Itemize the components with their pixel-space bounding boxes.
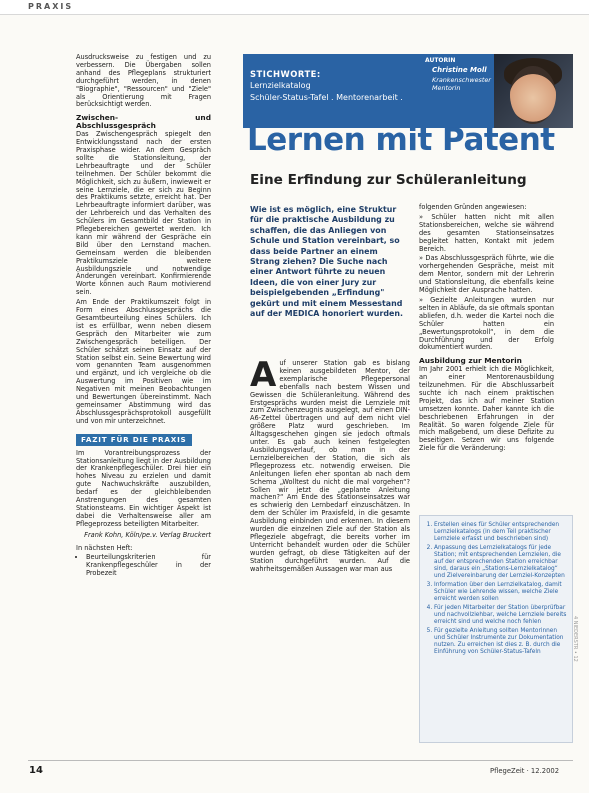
fazit-heading: FAZIT FÜR DIE PRAXIS xyxy=(76,434,192,446)
goals-list-box xyxy=(419,515,573,743)
headline: Lernen mit Patent xyxy=(247,122,555,158)
goals-list-item-3: 3. Information über den Lernzielkatalog, damit Schüler wie Lehrende wissen, welche Ziele erreicht werden sollen xyxy=(434,582,568,603)
column1-intro: Ausdrucksweise zu festigen und zu verbessern. Die Übergaben sollen anhand des Pflegeplans strukturiert durchgeführt werden, in denen "Biographie", "Ressourcen" und "Ziele" als Orientierung mit Fragen berücksichtigt werden. xyxy=(76,53,211,109)
author-role: Krankenschwester Mentorin xyxy=(432,76,491,92)
lead-text: Wie ist es möglich, eine Struktur für die praktische Ausbildung zu schaffen, die das Anliegen von Schule und Station vereinbart, so dass beide Partner an einem Strang ziehen? Die Suche nach einer Antwort führte zu neuen Ideen, die von einer Jury zur beispielgebenden „Erfindung" gekürt und mit einem Messestand auf der MEDICA honoriert wurden. xyxy=(250,205,403,319)
top-bar xyxy=(0,0,589,15)
next-issue-label: In nächsten Heft: xyxy=(76,543,133,552)
column2-text: uf unserer Station gab es bislang keinen ausgebildeten Mentor, der exemplarische Pflegepersonal ebenfalls nach bestem Wissen und Gewissen die Schüleranleitung. Während des Erstgesprächs wurden meist die Lernziele mit zum Zwischenzeugnis ausgelegt, auf einen DIN-A6-Zettel übertragen und auf dem nicht viel größere Platz wurd geschrieben. Im Alltagsgeschehen gingen sie jedoch oftmals unter. Es gab auch keinen festgelegten Ausbildungsverlauf, ob man in der Lernzielbereichen der Station, die sich als Pflegeprozess etc. notwendig erweisen. Die Anleitungen liefen eher spontan ab nach dem Schema „Wolltest du nicht die mal vorgehen“? Sollen wir jetzt die „geplante Anleitung machen?“ Am Ende des Stationseinsatzes war es schwierig den Lernbedarf einzuschätzen. In dem der Schüler im Praxisfeld, in die gesamte Ausbildung einbinden und erkennen. In diesem wurden die einzelnen Ziele auf der Station als Pflegeziele abgefragt, die bereits vorher im Unterricht behandelt wurden oder die Schüler wurden gefragt, ob diese Tätigkeiten auf der Station durchgeführt wurden. Auf die wahrheitsgemäßen Aussagen war man aus xyxy=(250,359,410,573)
goals-list-item-2: 2. Anpassung des Lernzielkatalogs für jede Station; mit entsprechenden Lernzielen, die auf der entsprechenden Station erreichbar sind, daraus ein „Stations-Lernzielkatalog“ und Zielvereinbarung der Lernziel-Konzepten xyxy=(434,545,568,580)
next-issue-list xyxy=(76,554,211,578)
column3-para: Im Jahr 2001 erhielt ich die Möglichkeit, an einer Mentorenausbildung teilzunehmen. Für die Abschlussarbeit suchte ich nach einem praktischen Projekt, das ich auf meiner Station umsetzen konnte. Daher kannte ich die beschriebenen Erfahrungen in der Realität. So waren folgende Ziele für mich maßgebend, um diese Defizite zu beseitigen. Setzen wir uns folgende Ziele für die Veränderung: xyxy=(419,365,554,453)
column3-intro: folgenden Gründen angewiesen: xyxy=(419,203,527,211)
stichworte-title: STICHWORTE: xyxy=(250,69,321,79)
column3-bullet-1: » Schüler hatten nicht mit allen Stationsbereichen, welche sie während des gesamten Stationseinsatzes begleitet hatten, Kontakt mit jedem Bereich. xyxy=(419,212,554,253)
portrait-face xyxy=(510,66,556,124)
author-name: Christine Moll xyxy=(432,66,487,74)
footer-divider xyxy=(28,760,573,761)
column3-bullet-1-text: Schüler hatten nicht mit allen Stationsbereichen, welche sie während des gesamten Stationseinsatzes begleitet hatten, Kontakt mit jedem Bereich. xyxy=(419,212,554,253)
journal-footer: PflegeZeit · 12.2002 xyxy=(490,767,560,775)
column3-bullet-2-text: Das Abschlussgespräch führte, wie die vorhergehenden Gespräche, meist mit dem Mentor, sondern mit der Lehrerin und Stationsleitung, die ebenfalls keine Möglichkeit der Ausprache hatten. xyxy=(419,254,554,295)
signature: Frank Kohn, Köln/pe.v. Verlag Bruckert xyxy=(84,530,211,539)
column1-heading: Zwischen- und Abschlussgespräch xyxy=(76,113,211,131)
drop-cap: A xyxy=(250,355,277,395)
column-2-body xyxy=(250,355,410,573)
column1-para1: Das Zwischengespräch spiegelt den Entwicklungsstand nach der ersten Praxisphase wider. An dem Gespräch sollte die Stationsleitung, der Lehrbeauftragte und der Schüler teilnehmen. Der Schüler bekommt die Möglichkeit, sich zu äußern, inwieweit er seine Lernziele, die er sich zu Beginn des Praktikums setzte, erreicht hat. Der Lehrbeauftragte informiert darüber, was der Lehrbereich und das Verhalten des Schülers im Gesamtbild der Station in Pflegebereichen gewertet werden. Ich kann mir während der Gespräche ein Bild über den Lernstand machen. Gemeinsam werden die bleibenden Praktikumsziele weitere Ausbildungsziele und notwendige Änderungen vereinbart. Konfirmierende Worte können auch Raum motivierend sein. xyxy=(76,130,211,297)
column3-bullet-3: » Gezielte Anleitungen wurden nur selten in Abläufe, da sie oftmals spontan abliefen, d.h. weder die Kartei noch die Schüler hatten ein „Bewertungsprotokoll“, in dem die Durchführung und der Erfolg dokumentiert wurden. xyxy=(419,295,554,352)
goals-list-item-1: 1. Erstellen eines für Schüler entsprechenden Lernzielkatalogs (in dem Teil praktischer Lernziele erfasst und beschrieben sind) xyxy=(434,522,568,543)
stichworte-line-1: Lernzielkatalog xyxy=(250,81,311,90)
side-note: 4 NIEDERSTR • 12 xyxy=(572,616,578,662)
section-label: PRAXIS xyxy=(28,2,74,11)
goals-list-item-5: 5. Für gezielte Anleitung sollten Mentorinnen und Schüler Instrumente zur Dokumentation nutzen. Zu erreichen ist dies z. B. durch die Einführung von Schüler-Status-Tafeln xyxy=(434,628,568,656)
author-tag: AUTORIN xyxy=(425,57,456,64)
column-1 xyxy=(76,54,211,580)
column-3 xyxy=(419,204,554,455)
next-issue-item: • Beurteilungskriterien für Krankenpflegeschüler in der Probezeit xyxy=(86,554,211,578)
column3-bullet-3-text: Gezielte Anleitungen wurden nur selten in Abläufe, da sie oftmals spontan abliefen, d.h. weder die Kartei noch die Schüler hatten ein „Bewertungsprotokoll“, in dem die Durchführung und der Erfolg dokumentiert wurden. xyxy=(419,295,554,352)
column3-heading: Ausbildung zur Mentorin xyxy=(419,356,522,366)
page-number: 14 xyxy=(29,765,43,776)
goals-list-item-4: 4. Für jeden Mitarbeiter der Station überprüfbar und nachvollziehbar, welche Lernziele bereits erreicht sind und welche noch fehlen xyxy=(434,605,568,626)
column3-bullet-2: » Das Abschlussgespräch führte, wie die vorhergehenden Gespräche, meist mit dem Mentor, sondern mit der Lehrerin und Stationsleitung, die ebenfalls keine Möglichkeit der Ausprache hatten. xyxy=(419,254,554,295)
stichworte-line-2: Schüler-Status-Tafel . Mentorenarbeit . xyxy=(250,93,403,102)
author-portrait xyxy=(494,54,573,128)
fazit-text: Im Vorantreibungsprozess der Stationsanleitung liegt in der Ausbildung der Krankenpflegeschüler. Drei hier ein hohes Niveau zu erzielen und damit gute Nachwuchskräfte auszubilden, bedarf es der gleichbleibenden Anstrengungen des gesamten Stationsteams. Ein wichtiger Aspekt ist dabei die Verhaltensweise aller am Pflegeprozess beteiligten Mitarbeiter. xyxy=(76,448,211,528)
goals-list xyxy=(424,522,568,656)
column1-para2: Am Ende der Praktikumszeit folgt in Form eines Abschlussgesprächs die Gesamtbeurteilung eines Schülers. Ich ist es erfüllbar, wenn neben diesem Gespräch den Mitarbeiter wie zum Zwischengespräch beteiligen. Der Schüler schätzt seinen Einsatz auf der Station selbst ein. Seine Bewertung wird vom genannten Team ausgenommen und ergänzt, und ich vergleiche ob die Auswertung im Positiven wie im Negativen mit meinen Beobachtungen und Bewertungen übereinstimmt. Nach gemeinsamer Abstimmung wird das Abschlussgesprächsprotokoll ausgefüllt und von mir unterzeichnet. xyxy=(76,298,211,425)
subheadline: Eine Erfindung zur Schüleranleitung xyxy=(250,172,527,188)
